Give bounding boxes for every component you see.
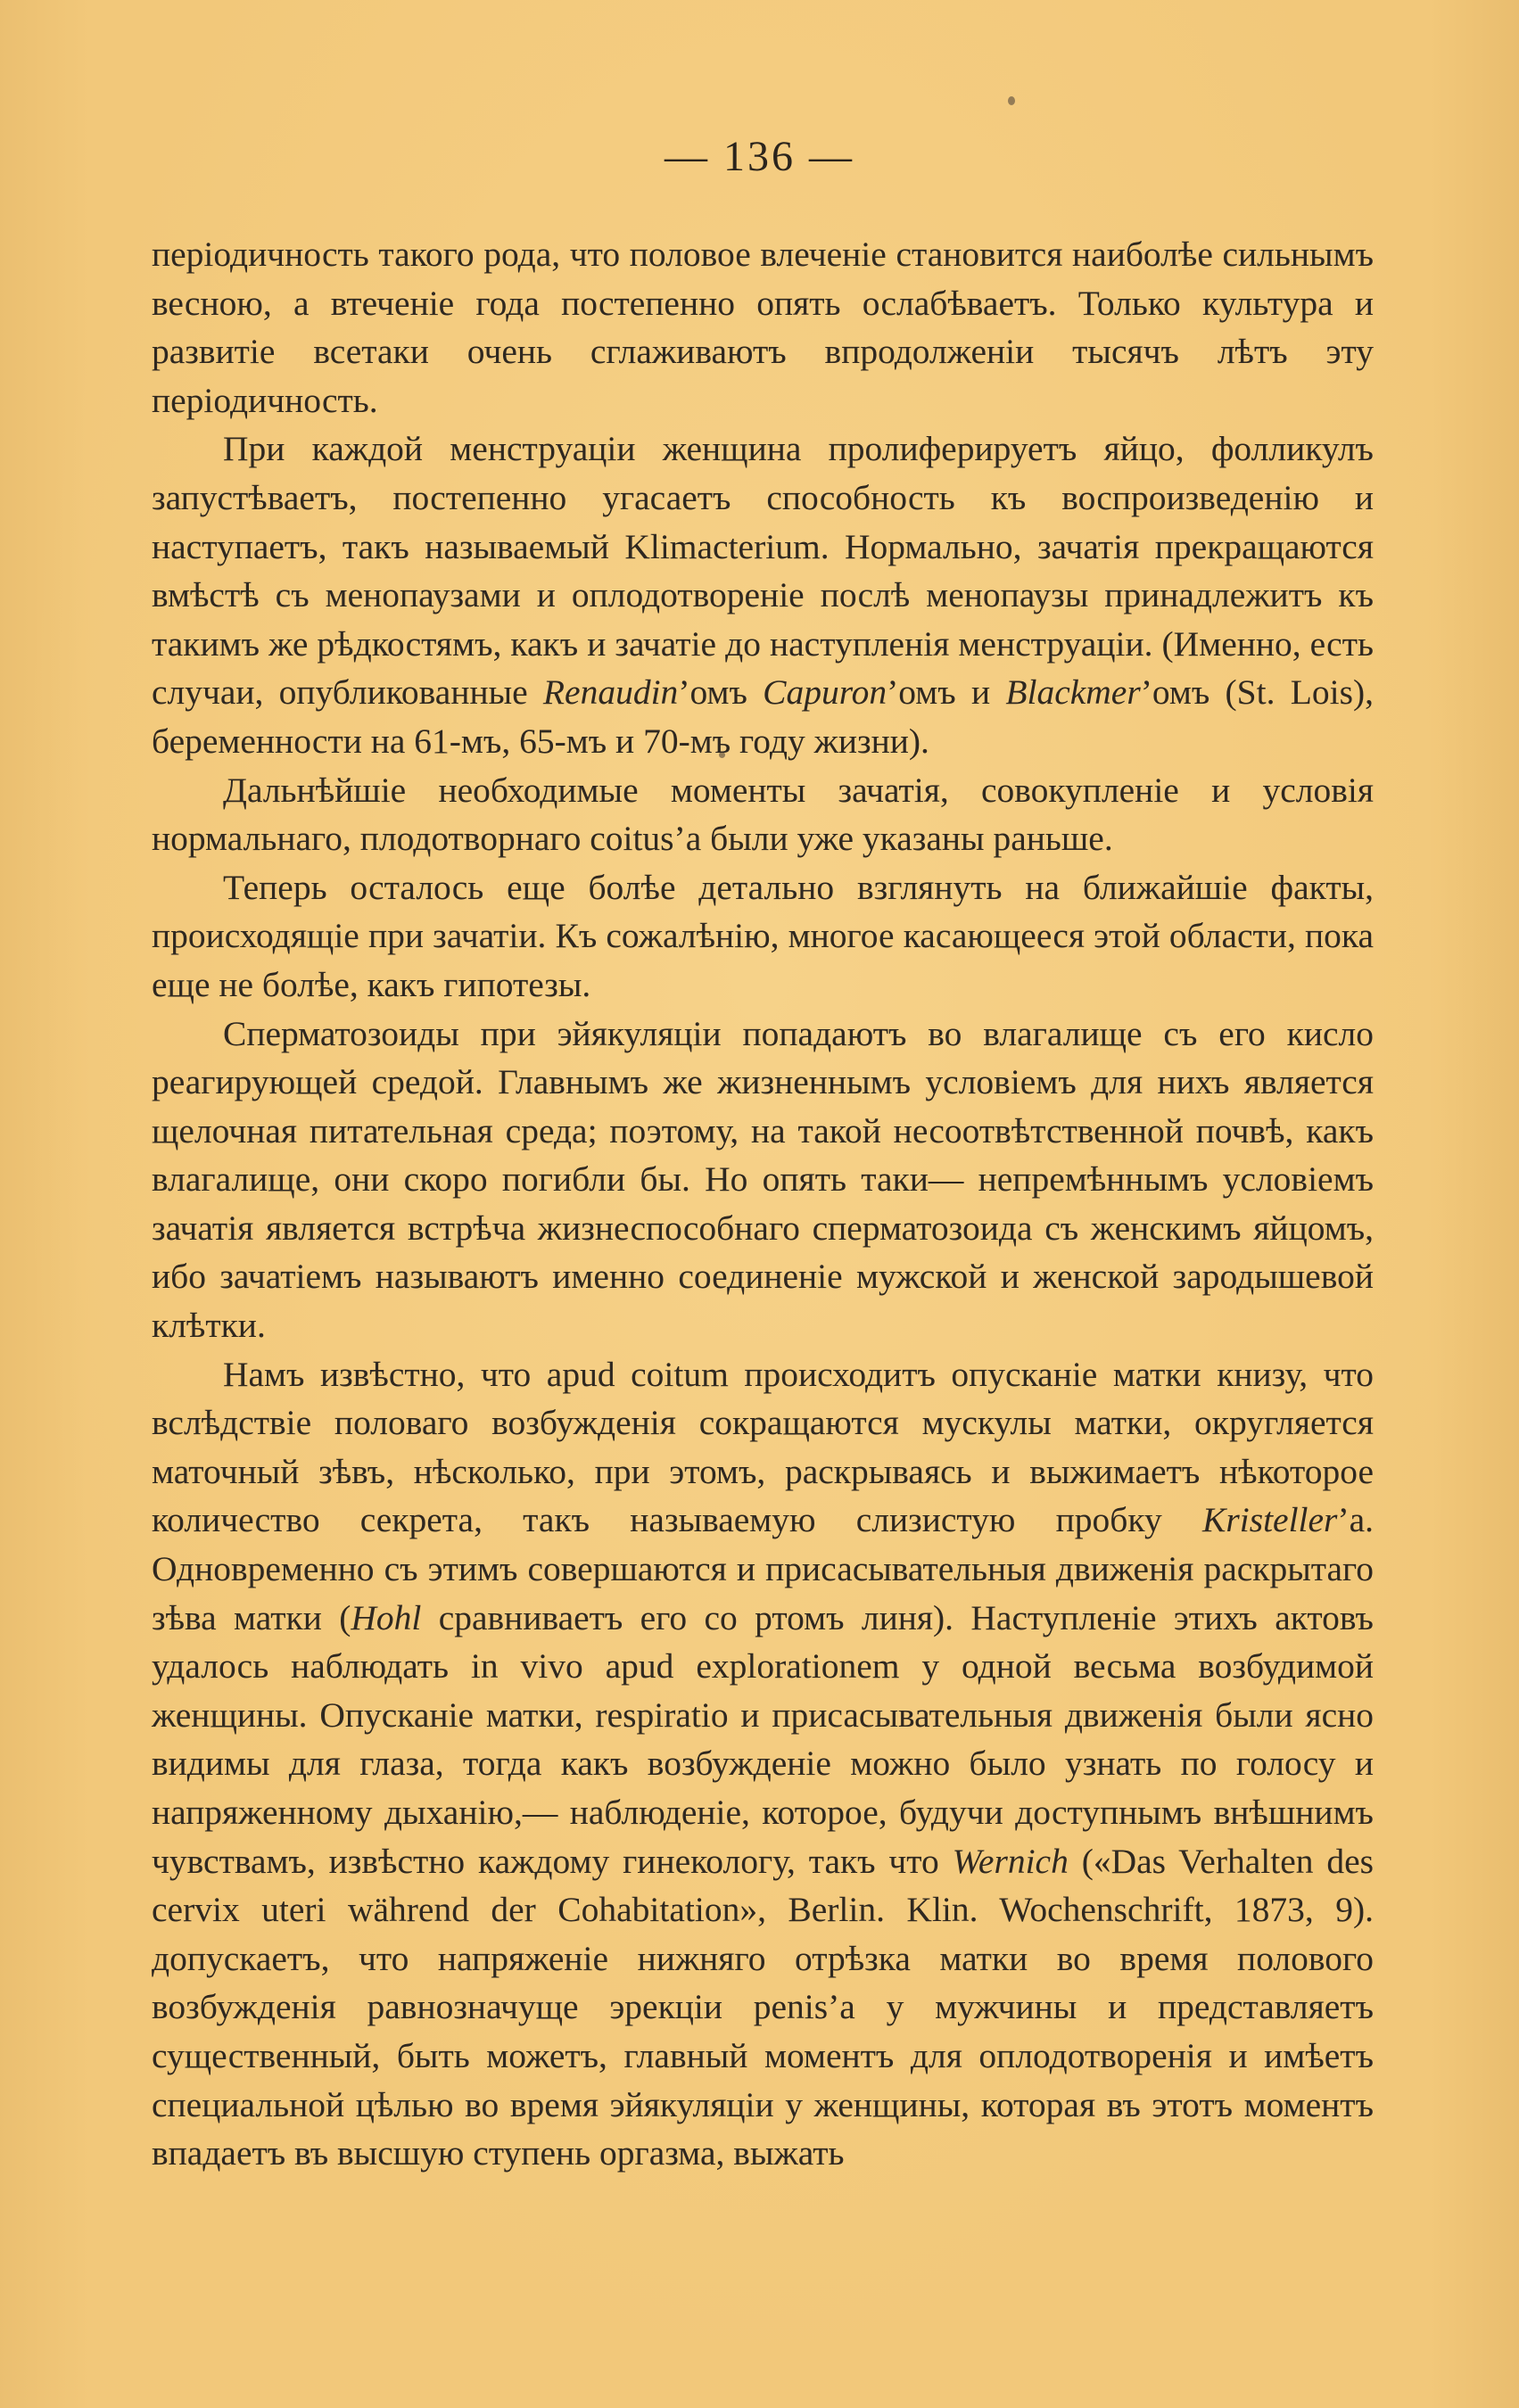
paragraph xyxy=(152,766,1374,863)
italic-name: Capuron xyxy=(763,672,887,713)
text-segment: ’омъ xyxy=(678,672,764,713)
text-segment: ’омъ и xyxy=(887,672,1006,713)
text-segment: Теперь осталось еще болѣе детально взглянуть на ближайшіе факты, происходящіе при зачатіи. Къ сожалѣнію, многое касающееся этой области, пока еще не болѣе, какъ гипотезы. xyxy=(152,867,1374,1004)
text-segment: Намъ извѣстно, что apud coitum происходитъ опусканіе матки книзу, что вслѣдствіе половаго возбужденія сокращаются мускулы матки, округляется маточный зѣвъ, нѣсколько, при этомъ, раскрываясь и выжимаетъ нѣкоторое количество секрета, такъ называемую слизистую пробку xyxy=(152,1354,1374,1540)
italic-name: Hohl xyxy=(351,1597,422,1637)
text-segment: ’а. Одновременно съ этимъ совершаются и присасывательныя движенія раскрытаго зѣва матки ( xyxy=(152,1500,1374,1637)
text-segment: («Das Verhalten des cervix uteri während der Cohabitation», Berlin. Klin. Wochenschrift, 1873, 9). допускаетъ, что напряженіе нижняго отрѣзка матки во время полового возбужденія равнозначуще эрекціи penis’а у мужчины и представляетъ существенный, быть можетъ, главный моментъ для оплодотворенія и имѣетъ специальной цѣлью во время эйякуляціи у женщины, которая въ этотъ моментъ впадаетъ въ высшую ступень оргазма, выжать xyxy=(152,1841,1374,2173)
body-text xyxy=(152,230,1374,2178)
paragraph xyxy=(152,863,1374,1010)
text-segment: сравниваетъ его со ртомъ линя). Наступленіе этихъ актовъ удалось наблюдать in vivo apud explorationem у одной весьма возбудимой женщины. Опусканіе матки, respiratio и присасывательныя движенія были ясно видимы для глаза, тогда какъ возбужденіе можно было узнать по голосу и напряженному дыханію,— наблюденіе, которое, будучи доступнымъ внѣшнимъ чувствамъ, извѣстно каждому гинекологу, такъ что xyxy=(152,1597,1374,1881)
italic-name: Blackmer xyxy=(1005,672,1141,713)
ink-speck xyxy=(1008,96,1015,105)
italic-name: Renaudin xyxy=(542,672,679,713)
paragraph xyxy=(152,230,1374,425)
paragraph xyxy=(152,1010,1374,1350)
page-number: — 136 — xyxy=(665,133,854,180)
paragraph xyxy=(152,1350,1374,2178)
text-segment: Дальнѣйшіе необходимые моменты зачатія, совокупленіе и условія нормальнаго, плодотворнаго coitus’а были уже указаны раньше. xyxy=(152,770,1374,859)
paragraph xyxy=(152,425,1374,765)
italic-name: Wernich xyxy=(952,1841,1069,1881)
italic-name: Kristeller xyxy=(1202,1500,1338,1540)
text-segment: При каждой менструаціи женщина пролиферируетъ яйцо, фолликулъ запустѣваетъ, постепенно угасаетъ способность къ воспроизведенію и наступаетъ, такъ называемый Klimacterium. Нормально, зачатія прекращаются вмѣстѣ съ менопаузами и оплодотвореніе послѣ менопаузы принадлежитъ къ такимъ же рѣдкостямъ, какъ и зачатіе до наступленія менструаціи. (Именно, есть случаи, опубликованные xyxy=(152,429,1374,713)
text-segment: ’омъ (St. Lois), беременности на 61-мъ, 65-мъ и 70-мъ году жизни). xyxy=(152,672,1374,761)
text-segment: Сперматозоиды при эйякуляціи попадаютъ во влагалище съ его кисло реагирующей средой. Главнымъ же жизненнымъ условіемъ для нихъ является щелочная питательная среда; поэтому, на такой несоотвѣтственной почвѣ, какъ влагалище, они скоро погибли бы. Но опять таки— непремѣннымъ условіемъ зачатія является встрѣча жизнеспособнаго сперматозоида съ женскимъ яйцомъ, ибо зачатіемъ называютъ именно соединеніе мужской и женской зародышевой клѣтки. xyxy=(152,1013,1374,1346)
text-segment: періодичность такого рода, что половое влеченіе становится наиболѣе сильнымъ весною, а втеченіе года постепенно опять ослабѣваетъ. Только культура и развитіе всетаки очень сглаживаютъ впродолженіи тысячъ лѣтъ эту періодичность. xyxy=(152,235,1374,420)
